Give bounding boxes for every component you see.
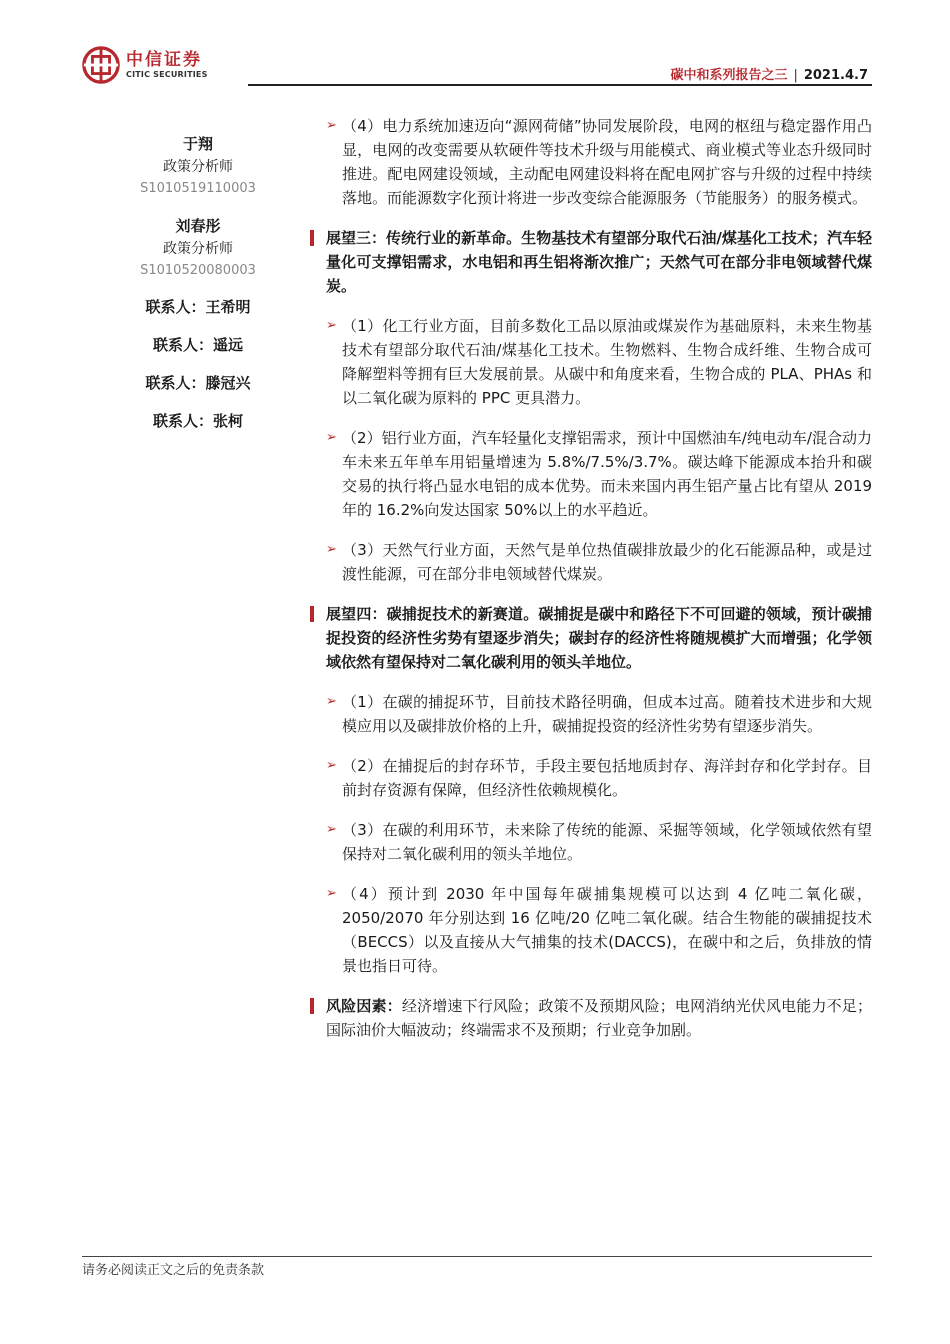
analyst-card [110,214,286,282]
section-marker-bar [310,230,314,246]
contact-person: 联系人：王希明 [145,298,251,316]
section-heading [310,602,872,674]
analyst-license-id: S1010520080003 [140,263,256,278]
contact-person: 联系人：遥远 [152,336,243,354]
page-header [0,0,950,90]
arrow-bullet-icon: ➢ [326,430,337,445]
logo-en-text: CITIC SECURITIES [126,70,208,79]
analyst-sidebar [110,132,286,448]
report-date: 2021.4.7 [803,68,868,83]
arrow-bullet-icon: ➢ [326,758,337,773]
arrow-bullet-icon: ➢ [326,118,337,133]
arrow-bullet-icon: ➢ [326,318,337,333]
section-marker-bar [310,998,314,1014]
bullet-text: （1）在碳的捕捉环节，目前技术路径明确，但成本过高。随着技术进步和大规模应用以及碳排放价格的上升，碳捕捉投资的经济性劣势有望逐步消失。 [342,693,872,735]
bullet-text: （2）铝行业方面，汽车轻量化支撑铝需求，预计中国燃油车/纯电动车/混合动力车未来五年单车用铝量增速为 5.8%/7.5%/3.7%。碳达峰下能源成本抬升和碳交易的执行将凸显水电铝的成本优势。而未来国内再生铝产量占比有望从 2019 年的 16.2%向发达国家 50%以上的水平趋近。 [342,429,872,519]
arrow-bullet-icon: ➢ [326,822,337,837]
report-series-info [670,64,868,83]
bullet-paragraph [310,882,872,978]
bullet-paragraph [310,426,872,522]
contact-person: 联系人：滕冠兴 [145,374,251,392]
citic-logo-icon [82,46,120,84]
footer-divider [82,1256,872,1257]
arrow-bullet-icon: ➢ [326,542,337,557]
analyst-card [110,132,286,200]
risk-factors-label: 风险因素： [326,997,402,1015]
footer-disclaimer: 请务必阅读正文之后的免责条款 [82,1263,265,1278]
bullet-paragraph [310,314,872,410]
citic-logo [82,46,208,84]
bullet-paragraph [310,538,872,586]
risk-factors [310,994,872,1042]
analyst-name: 刘春彤 [175,217,221,235]
section-heading-text: 展望四：碳捕捉技术的新赛道。碳捕捉是碳中和路径下不可回避的领域，预计碳捕捉投资的经济性劣势有望逐步消失；碳封存的经济性将随规模扩大而增强；化学领域依然有望保持对二氧化碳利用的领头羊地位。 [326,605,872,671]
bullet-paragraph [310,754,872,802]
bullet-text: （3）在碳的利用环节，未来除了传统的能源、采掘等领域，化学领域依然有望保持对二氧化碳利用的领头羊地位。 [342,821,872,863]
analyst-title: 政策分析师 [163,159,233,175]
arrow-bullet-icon: ➢ [326,694,337,709]
contact-person: 联系人：张柯 [152,412,243,430]
report-body [310,114,872,1058]
section-marker-bar [310,606,314,622]
bullet-text: （4）电力系统加速迈向“源网荷储”协同发展阶段，电网的枢纽与稳定器作用凸显，电网的改变需要从软硬件等技术升级与用能模式、商业模式等业态升级同时推进。配电网建设领域，主动配电网建设料将在配电网扩容与升级的过程中持续落地。而能源数字化预计将进一步改变综合能源服务（节能服务）的服务模式。 [342,117,872,207]
analyst-title: 政策分析师 [163,241,233,257]
report-series-title: 碳中和系列报告之三 [670,68,788,83]
header-divider [248,84,872,86]
bullet-text: （4）预计到 2030 年中国每年碳捕集规模可以达到 4 亿吨二氧化碳，2050/2070 年分别达到 16 亿吨/20 亿吨二氧化碳。结合生物能的碳捕捉技术（BECCS）以及直接从大气捕集的技术(DACCS)，在碳中和之后，负排放的情景也指日可待。 [342,885,872,975]
bullet-paragraph [310,818,872,866]
bullet-text: （2）在捕捉后的封存环节，手段主要包括地质封存、海洋封存和化学封存。目前封存资源有保障，但经济性依赖规模化。 [342,757,872,799]
bullet-paragraph [310,690,872,738]
section-heading-text: 展望三：传统行业的新革命。生物基技术有望部分取代石油/煤基化工技术；汽车轻量化可支撑铝需求，水电铝和再生铝将渐次推广；天然气可在部分非电领域替代煤炭。 [326,229,872,295]
arrow-bullet-icon: ➢ [326,886,337,901]
risk-factors-text: 经济增速下行风险；政策不及预期风险；电网消纳光伏风电能力不足；国际油价大幅波动；终端需求不及预期；行业竞争加剧。 [326,997,872,1039]
logo-cn-text: 中信证券 [126,50,202,70]
analyst-license-id: S1010519110003 [140,181,256,196]
analyst-name: 于翔 [182,135,213,153]
bullet-paragraph [310,114,872,210]
bullet-text: （1）化工行业方面，目前多数化工品以原油或煤炭作为基础原料，未来生物基技术有望部分取代石油/煤基化工技术。生物燃料、生物合成纤维、生物合成可降解塑料等拥有巨大发展前景。从碳中和角度来看，生物合成的 PLA、PHAs 和以二氧化碳为原料的 PPC 更具潜力。 [342,317,872,407]
section-heading [310,226,872,298]
bullet-text: （3）天然气行业方面，天然气是单位热值碳排放最少的化石能源品种，或是过渡性能源，可在部分非电领域替代煤炭。 [342,541,872,583]
header-separator: | [793,68,798,83]
